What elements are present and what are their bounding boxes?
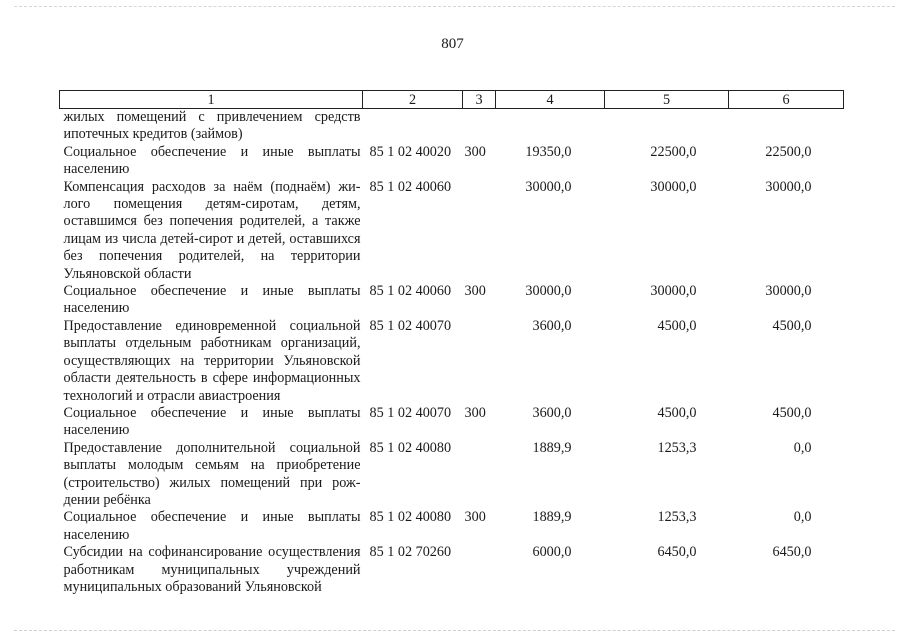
row-value-col4: 6000,0 xyxy=(532,544,572,561)
row-value-col5: 30000,0 xyxy=(650,283,697,300)
header-col-3: 3 xyxy=(463,91,496,109)
row-expense-type xyxy=(463,544,496,596)
row-expense-type: 300 xyxy=(464,283,486,300)
row-value-col4 xyxy=(496,109,605,144)
row-value-col6: 30000,0 xyxy=(765,178,812,195)
row-name: Социальное обеспечение и иные выплаты населению xyxy=(63,283,361,317)
row-expense-type: 300 xyxy=(464,404,486,421)
row-target-code: 85 1 02 40060 xyxy=(369,283,452,300)
row-value-col5: 4500,0 xyxy=(657,317,697,334)
row-name: Предоставление единовременной социальной выплаты отдельным работникам организаций, осуществляющих на территории Ульяновской области деятельность в сфере информационных технологий и отрасли авиастроения xyxy=(63,317,361,404)
budget-table xyxy=(59,90,844,596)
row-value-col5: 22500,0 xyxy=(650,143,697,160)
header-col-4: 4 xyxy=(496,91,605,109)
scan-edge-bottom xyxy=(14,630,895,631)
table-row xyxy=(60,405,844,440)
table-row xyxy=(60,144,844,179)
scan-edge-top xyxy=(14,6,895,7)
row-name: Предоставление дополнительной социальной выплаты молодым семьям на приобретение (строительство) жилых помещений при рождении ребёнка xyxy=(63,439,361,508)
row-value-col6 xyxy=(729,109,844,144)
row-value-col6: 4500,0 xyxy=(772,317,812,334)
row-expense-type xyxy=(463,109,496,144)
row-value-col4: 1889,9 xyxy=(532,439,572,456)
row-target-code: 85 1 02 70260 xyxy=(369,544,452,561)
row-value-col6: 30000,0 xyxy=(765,283,812,300)
row-value-col4: 3600,0 xyxy=(532,404,572,421)
row-target-code: 85 1 02 40080 xyxy=(369,509,452,526)
row-value-col4: 30000,0 xyxy=(525,283,572,300)
row-value-col5: 1253,3 xyxy=(657,509,697,526)
row-value-col6: 6450,0 xyxy=(772,544,812,561)
row-expense-type xyxy=(463,179,496,283)
header-col-2: 2 xyxy=(363,91,463,109)
table-row xyxy=(60,440,844,510)
row-value-col6: 4500,0 xyxy=(772,404,812,421)
row-name: жилых помещений с привлечением средств ипотечных кредитов (займов) xyxy=(63,109,361,143)
table-row xyxy=(60,179,844,283)
header-col-5: 5 xyxy=(605,91,729,109)
row-expense-type xyxy=(463,440,496,510)
header-row xyxy=(60,91,844,109)
row-value-col6: 0,0 xyxy=(793,509,812,526)
row-target-code: 85 1 02 40070 xyxy=(369,317,452,334)
row-target-code: 85 1 02 40060 xyxy=(369,178,452,195)
row-value-col5: 6450,0 xyxy=(657,544,697,561)
row-name: Субсидии на софинансирование осуществления работникам муниципальных учреждений муниципальных образований Ульяновской xyxy=(63,544,361,595)
table-row xyxy=(60,318,844,405)
row-value-col5: 30000,0 xyxy=(650,178,697,195)
row-target-code xyxy=(363,109,463,144)
header-col-6: 6 xyxy=(729,91,844,109)
row-name: Социальное обеспечение и иные выплаты населению xyxy=(63,509,361,543)
row-target-code: 85 1 02 40020 xyxy=(369,143,452,160)
table-row xyxy=(60,509,844,544)
row-name: Социальное обеспечение и иные выплаты населению xyxy=(63,404,361,439)
row-name: Социальное обеспечение и иные выплаты населению xyxy=(63,143,361,178)
row-expense-type xyxy=(463,318,496,405)
table-row xyxy=(60,283,844,318)
row-value-col6: 0,0 xyxy=(793,439,812,456)
row-value-col4: 19350,0 xyxy=(525,143,572,160)
header-col-1: 1 xyxy=(60,91,363,109)
row-expense-type: 300 xyxy=(464,509,486,526)
row-value-col4: 3600,0 xyxy=(532,317,572,334)
row-expense-type: 300 xyxy=(464,143,486,160)
page-number: 807 xyxy=(441,36,464,52)
row-value-col5 xyxy=(605,109,729,144)
row-value-col6: 22500,0 xyxy=(765,143,812,160)
row-value-col4: 1889,9 xyxy=(532,509,572,526)
row-value-col5: 1253,3 xyxy=(657,439,697,456)
row-value-col5: 4500,0 xyxy=(657,404,697,421)
row-target-code: 85 1 02 40080 xyxy=(369,439,452,456)
table-row xyxy=(60,109,844,144)
table-row xyxy=(60,544,844,596)
row-value-col4: 30000,0 xyxy=(525,178,572,195)
row-target-code: 85 1 02 40070 xyxy=(369,404,452,421)
row-name: Компенсация расходов за наём (поднаём) жилого помещения детям-сиротам, детям, оставшимся без попечения родителей, а также лицам из числа детей-сирот и детей, оставшихся без попечения родителей, на территории Ульяновской области xyxy=(63,178,361,282)
